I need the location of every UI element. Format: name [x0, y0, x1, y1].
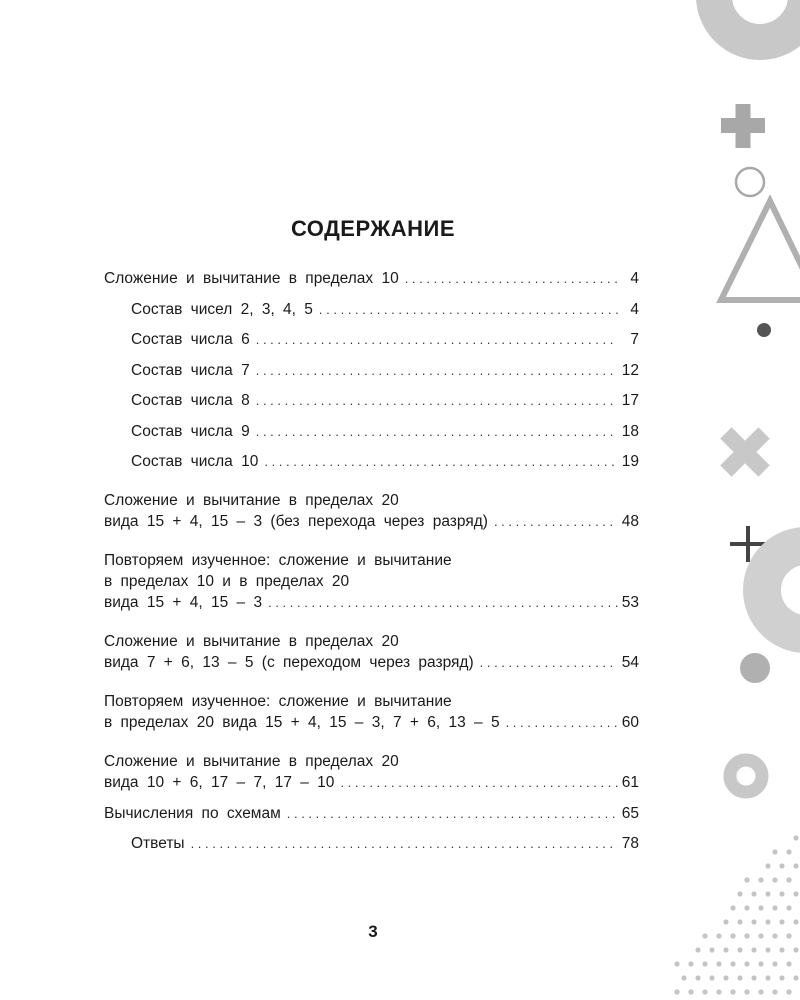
- toc-entry[interactable]: [104, 329, 639, 350]
- toc-page-number: 60: [621, 714, 639, 731]
- toc-entry[interactable]: [104, 268, 639, 289]
- toc-entry-text: вида 15 + 4, 15 – 3 (без перехода через разряд): [104, 513, 488, 530]
- ring-icon: [714, 0, 800, 42]
- toc-entry-text: Повторяем изученное: сложение и вычитание: [104, 693, 452, 710]
- toc-page-number: 18: [621, 422, 639, 440]
- toc-page-number: 65: [621, 804, 639, 822]
- plus-icon: [721, 104, 765, 148]
- cross-icon: [707, 414, 783, 490]
- toc-page-number: 19: [621, 453, 639, 470]
- dot-leader: [506, 712, 618, 733]
- dot-pattern: [674, 835, 798, 994]
- toc-entry-text: Сложение и вычитание в пределах 10: [104, 270, 399, 287]
- toc-page-number: 4: [630, 300, 639, 318]
- toc-entry[interactable]: [104, 390, 639, 411]
- toc-entry-text: Состав числа 8: [131, 392, 250, 409]
- toc-entry-text: Состав числа 6: [131, 331, 250, 348]
- toc-entry[interactable]: [104, 803, 639, 824]
- toc-page-number: 7: [630, 331, 639, 348]
- toc-page-number: 4: [630, 270, 639, 287]
- dot-leader: [287, 803, 618, 824]
- plus-icon: [730, 526, 766, 562]
- toc-entry[interactable]: [104, 751, 639, 793]
- toc-entry-text: Состав чисел 2, 3, 4, 5: [131, 300, 313, 318]
- small-ring-icon: [736, 168, 764, 196]
- dot-icon: [757, 323, 771, 337]
- toc-entry-text: Вычисления по схемам: [104, 804, 281, 822]
- dot-leader: [256, 329, 618, 350]
- toc-entry-text: вида 7 + 6, 13 – 5 (с переходом через разряд): [104, 654, 474, 671]
- dot-leader: [264, 451, 618, 472]
- toc-entry-text: Состав числа 9: [131, 422, 250, 440]
- toc-entry[interactable]: [104, 299, 639, 320]
- toc-entry[interactable]: [104, 833, 639, 854]
- dot-leader: [494, 511, 618, 532]
- toc-entry-text: в пределах 20 вида 15 + 4, 15 – 3, 7 + 6, 13 – 5: [104, 714, 500, 731]
- dot-icon: [740, 653, 770, 683]
- toc-entry-text: Состав числа 10: [131, 453, 259, 470]
- toc-entry-text: Повторяем изученное: сложение и вычитание: [104, 552, 452, 569]
- toc-page-number: 78: [621, 835, 639, 852]
- toc-page-number: 17: [621, 392, 639, 409]
- page-title: СОДЕРЖАНИЕ: [290, 216, 456, 241]
- toc-page-number: 12: [621, 361, 639, 379]
- toc-entry-text: Сложение и вычитание в пределах 20: [104, 633, 399, 650]
- toc-entry[interactable]: [104, 360, 639, 381]
- toc-entry-text: Состав числа 7: [131, 361, 250, 379]
- dot-leader: [268, 592, 618, 613]
- toc-entry[interactable]: [104, 451, 639, 472]
- toc-page-number: 48: [621, 513, 639, 530]
- dot-leader: [405, 268, 618, 289]
- toc-entry-text: вида 15 + 4, 15 – 3: [104, 594, 263, 611]
- dot-leader: [480, 652, 618, 673]
- ring-icon: [730, 760, 762, 792]
- dot-leader: [256, 390, 618, 411]
- page-number: 3: [368, 922, 378, 941]
- toc-page-number: 53: [621, 594, 639, 611]
- toc-entry[interactable]: [104, 631, 639, 673]
- dot-leader: [340, 772, 618, 793]
- toc-entry-text: Сложение и вычитание в пределах 20: [104, 753, 399, 770]
- ring-icon: [762, 546, 800, 634]
- toc-page-number: 54: [621, 654, 639, 671]
- dot-leader: [191, 833, 618, 854]
- toc-entry[interactable]: [104, 490, 639, 532]
- toc-entry[interactable]: [104, 691, 639, 733]
- toc-entry-text: в пределах 10 и в пределах 20: [104, 573, 350, 590]
- dot-leader: [256, 360, 618, 381]
- toc-entry-text: Ответы: [131, 835, 185, 852]
- toc-entry[interactable]: [104, 550, 639, 613]
- dot-leader: [319, 299, 618, 320]
- toc-entry[interactable]: [104, 421, 639, 442]
- toc-page-number: 61: [621, 774, 639, 791]
- toc-entry-text: вида 10 + 6, 17 – 7, 17 – 10: [104, 774, 335, 791]
- table-of-contents: [104, 268, 639, 854]
- toc-entry-text: Сложение и вычитание в пределах 20: [104, 492, 399, 509]
- dot-leader: [256, 421, 618, 442]
